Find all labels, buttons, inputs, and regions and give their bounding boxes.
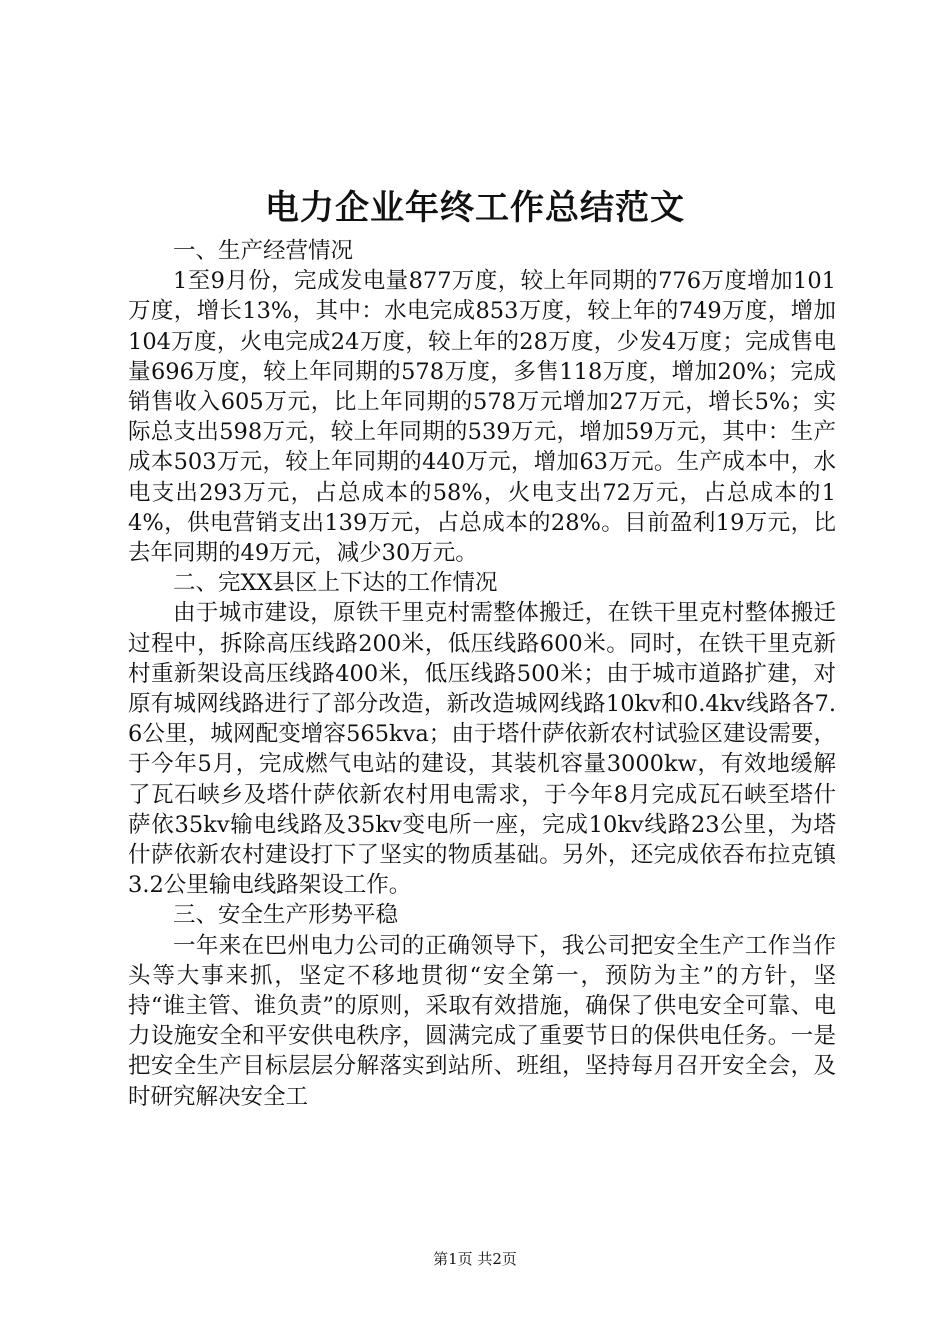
section-heading-3: 三、安全生产形势平稳 (173, 902, 399, 929)
section-paragraph-2: 由于城市建设，原铁干里克村需整体搬迁，在铁干里克村整体搬迁过程中，拆除高压线路200米，低压线路600米。同时，在铁干里克新村重新架设高压线路400米，低压线路500米；由于城市道路扩建，对原有城网线路进行了部分改造，新改造城网线路10kv和0.4kv线路各7.6公里，城网配变增容565kva；由于塔什萨依新农村试验区建设需要，于今年5月，完成燃气电站的建设，其装机容量3000kw，有效地缓解了瓦石峡乡及塔什萨依新农村用电需求，于今年8月完成瓦石峡至塔什萨依35kv输电线路及35kv变电所一座，完成10kv线路23公里，为塔什萨依新农村建设打下了坚实的物质基础。另外，还完成依吞布拉克镇3.2公里输电线路架设工作。 (128, 600, 836, 899)
section-paragraph-3: 一年来在巴州电力公司的正确领导下，我公司把安全生产工作当作头等大事来抓，坚定不移地贯彻“安全第一，预防为主”的方针，坚持“谁主管、谁负责”的原则，采取有效措施，确保了供电安全可靠、电力设施安全和平安供电秩序，圆满完成了重要节日的保供电任务。一是把安全生产目标层层分解落实到站所、班组，坚持每月召开安全会，及时研究解决安全工 (128, 932, 836, 1110)
page-number-footer: 第1页 共2页 (433, 1250, 517, 1268)
document-body (128, 236, 836, 1112)
document-title: 电力企业年终工作总结范文 (265, 188, 685, 228)
section-heading-2: 二、完XX县区上下达的工作情况 (173, 570, 498, 597)
section-heading-1: 一、生产经营情况 (173, 238, 354, 264)
section-paragraph-1: 1至9月份，完成发电量877万度，较上年同期的776万度增加101万度，增长13%，其中：水电完成853万度，较上年的749万度，增加104万度，火电完成24万度，较上年的28万度，少发4万度；完成售电量696万度，较上年同期的578万度，多售118万度，增加20%；完成销售收入605万元，比上年同期的578万元增加27万元，增长5%；实际总支出598万元，较上年同期的539万元，增加59万元，其中：生产成本503万元，较上年同期的440万元，增加63万元。生产成本中，水电支出293万元，占总成本的58%，火电支出72万元，占总成本的14%，供电营销支出139万元，占总成本的28%。目前盈利19万元，比去年同期的49万元，减少30万元。 (128, 268, 836, 567)
